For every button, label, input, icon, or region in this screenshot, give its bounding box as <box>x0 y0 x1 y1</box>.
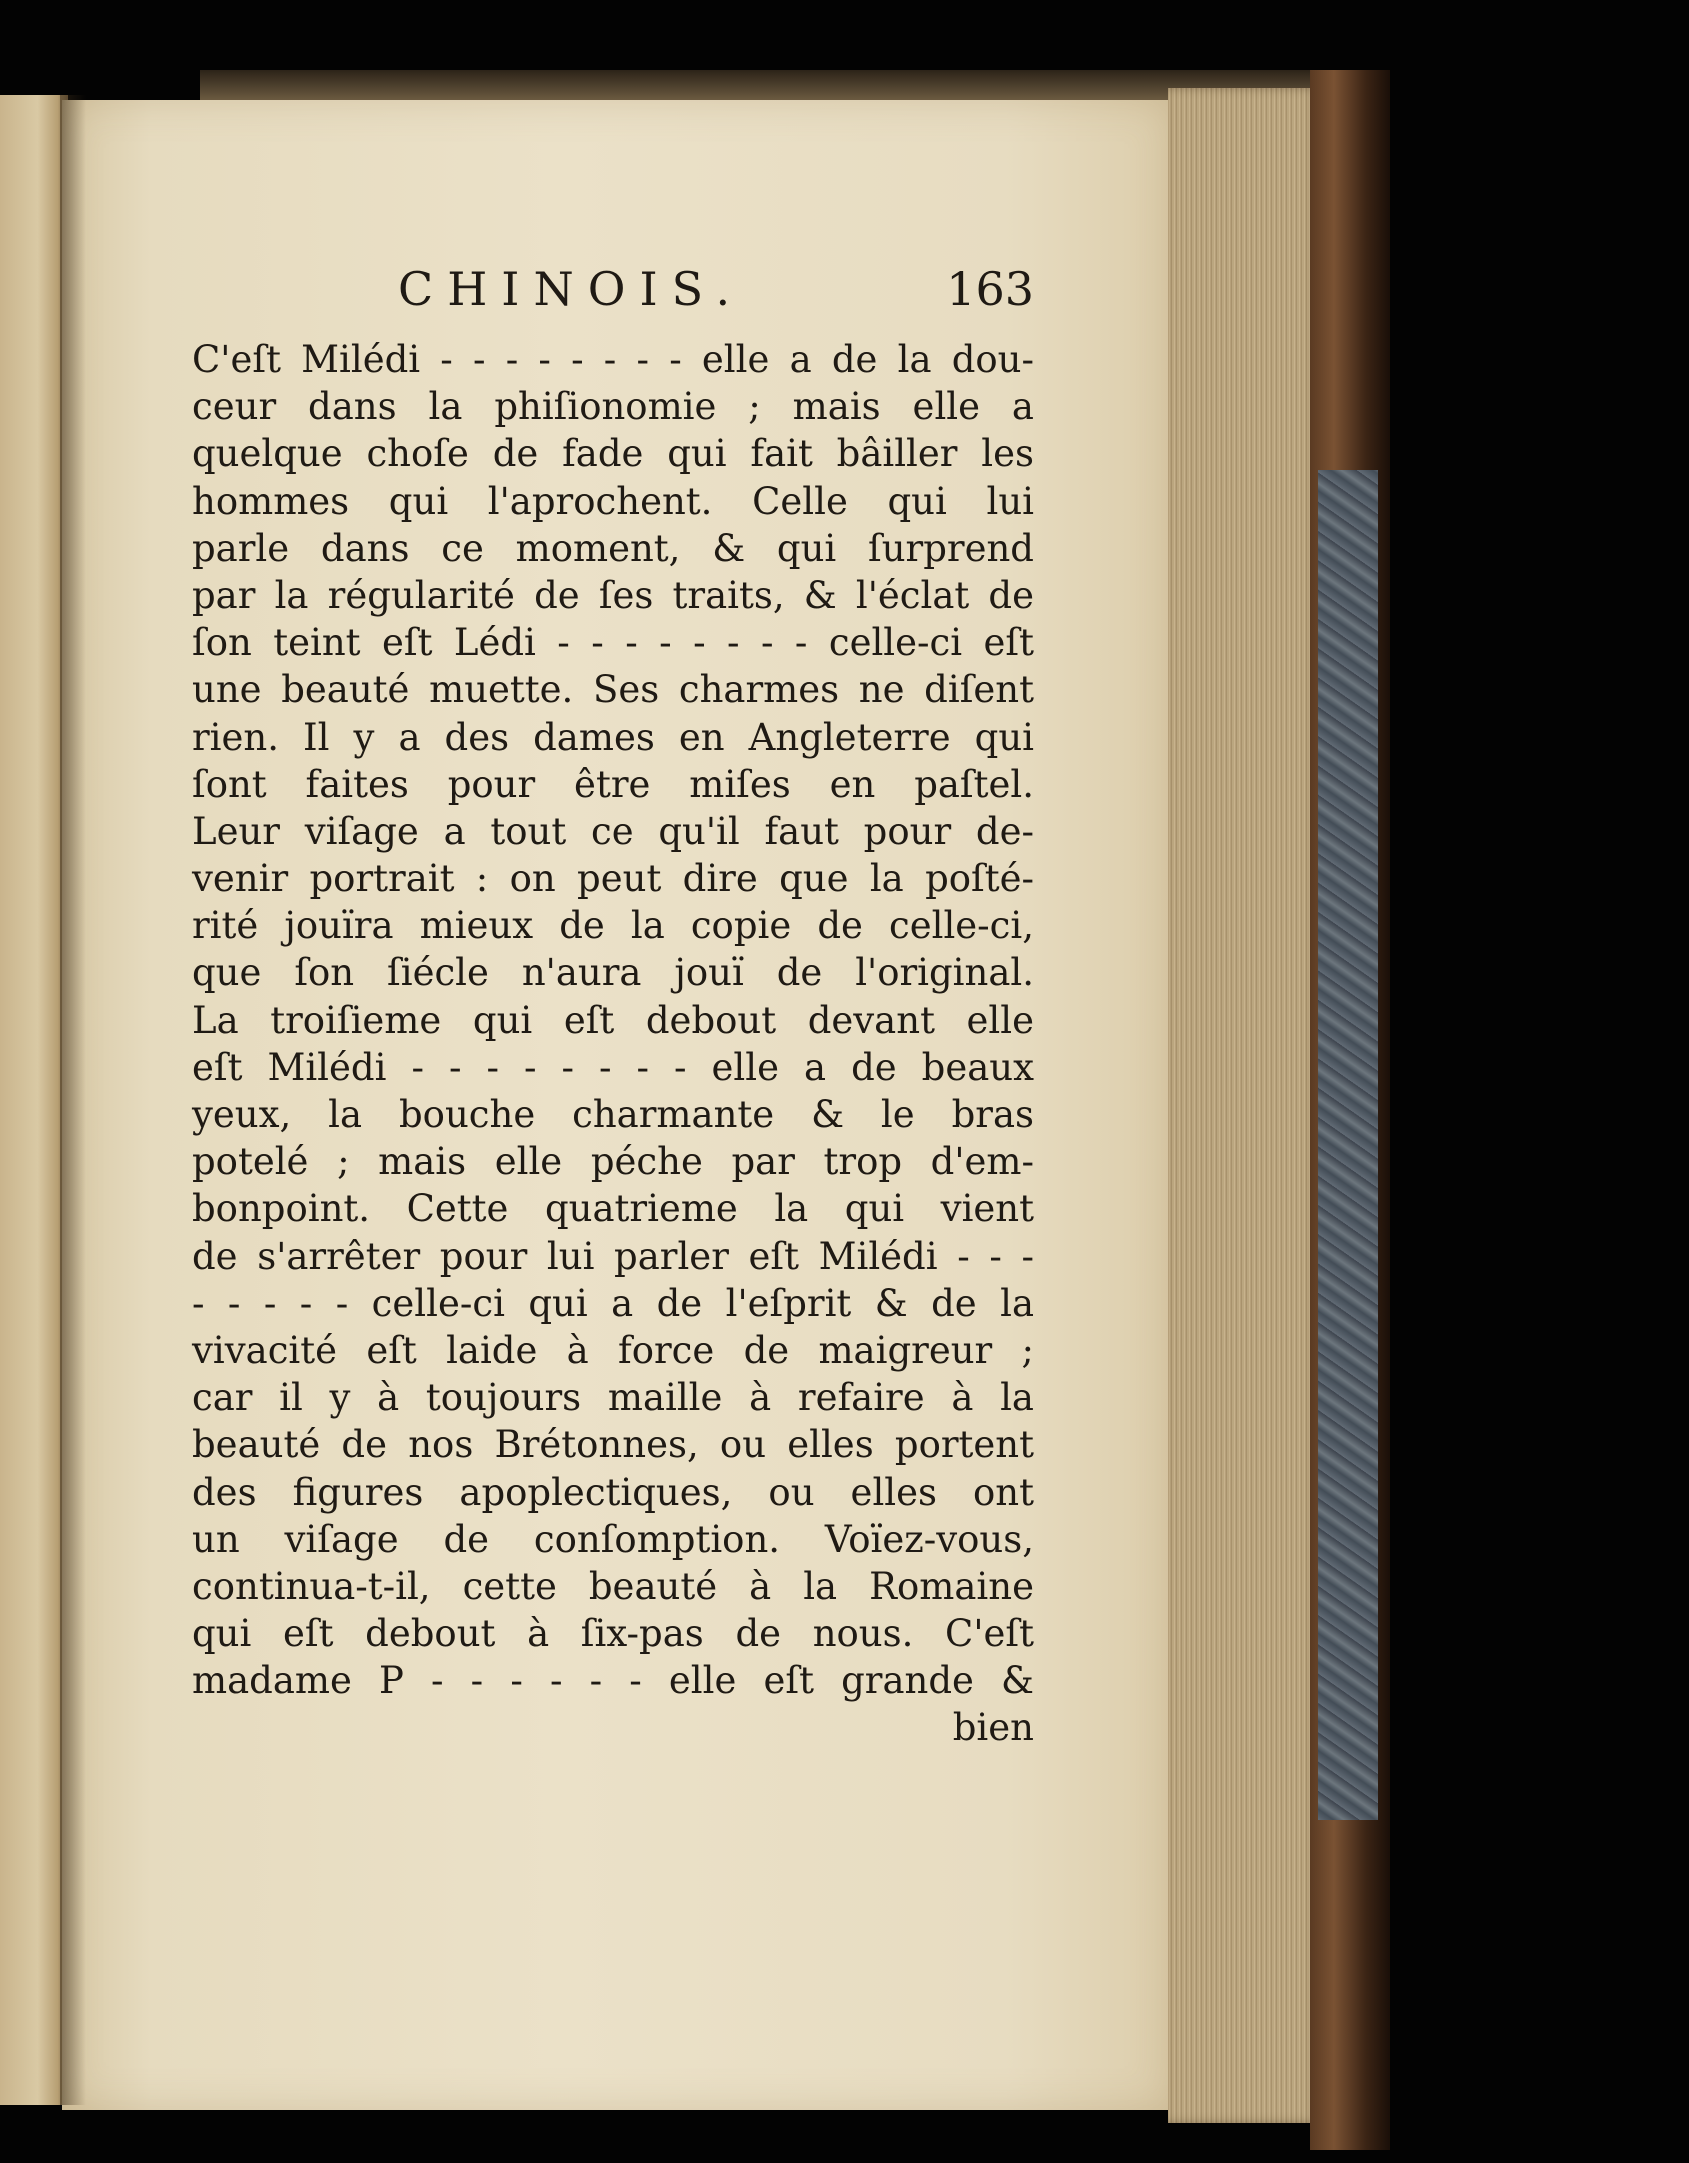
text-line: ceur dans la phiſionomie ; mais elle a <box>192 385 1034 429</box>
text-line: bonpoint. Cette quatrieme la qui vient <box>192 1187 1034 1231</box>
text-line: eſt Milédi - - - - - - - - elle a de beaux <box>192 1045 1034 1089</box>
text-line: venir portrait : on peut dire que la poſté- <box>192 857 1034 901</box>
text-line: une beauté muette. Ses charmes ne diſent <box>192 668 1034 712</box>
text-line: Leur viſage a tout ce qu'il faut pour de- <box>192 809 1034 853</box>
text-line: hommes qui l'aprochent. Celle qui lui <box>192 479 1034 523</box>
text-line: rité jouïra mieux de la copie de celle-ci, <box>192 904 1034 948</box>
gutter-shadow <box>60 95 86 2105</box>
text-line: par la régularité de ſes traits, & l'éclat de <box>192 573 1034 617</box>
text-line: potelé ; mais elle péche par trop d'em- <box>192 1140 1034 1184</box>
text-line: C'eſt Milédi - - - - - - - - elle a de la dou- <box>192 338 1034 381</box>
catchword: bien <box>952 1706 1034 1750</box>
text-line: La troiſieme qui eſt debout devant elle <box>192 998 1034 1042</box>
left-page-edge <box>0 95 68 2105</box>
text-line: des figures apoplectiques, ou elles ont <box>192 1470 1034 1514</box>
text-line: rien. Il y a des dames en Angleterre qui <box>192 715 1034 759</box>
text-line: beauté de nos Brétonnes, ou elles portent <box>192 1423 1034 1467</box>
page-header <box>192 262 1034 336</box>
running-head: CHINOIS. <box>398 262 745 316</box>
text-line: yeux, la bouche charmante & le bras <box>192 1093 1034 1136</box>
text-line: de s'arrêter pour lui parler eſt Milédi - - - <box>192 1234 1034 1278</box>
text-line: ſon teint eſt Lédi - - - - - - - - celle-ci eſt <box>192 621 1034 665</box>
book-top-edge <box>200 70 1320 100</box>
text-line: vivacité eſt laide à force de maigreur ; <box>192 1328 1034 1372</box>
text-line: que ſon ſiécle n'aura jouï de l'original. <box>192 951 1034 995</box>
text-line: car il y à toujours maille à refaire à la <box>192 1376 1034 1420</box>
text-line: un viſage de conſomption. Voïez-vous, <box>192 1517 1034 1561</box>
marbled-board <box>1318 470 1378 1820</box>
text-line: madame P - - - - - - elle eſt grande & <box>192 1659 1034 1703</box>
text-line: ſont faites pour être miſes en paſtel. <box>192 762 1034 806</box>
text-line: parle dans ce moment, & qui ſurprend <box>192 526 1034 570</box>
text-line: - - - - - celle-ci qui a de l'eſprit & de la <box>192 1281 1034 1325</box>
text-line: continua-t-il, cette beauté à la Romaine <box>192 1564 1034 1608</box>
text-block <box>192 262 1034 1752</box>
text-line: qui eſt debout à ſix-pas de nous. C'eſt <box>192 1612 1034 1656</box>
page-number: 163 <box>946 262 1034 316</box>
page-block-edges <box>1168 88 1320 2123</box>
text-line: quelque choſe de fade qui fait bâiller les <box>192 432 1034 476</box>
